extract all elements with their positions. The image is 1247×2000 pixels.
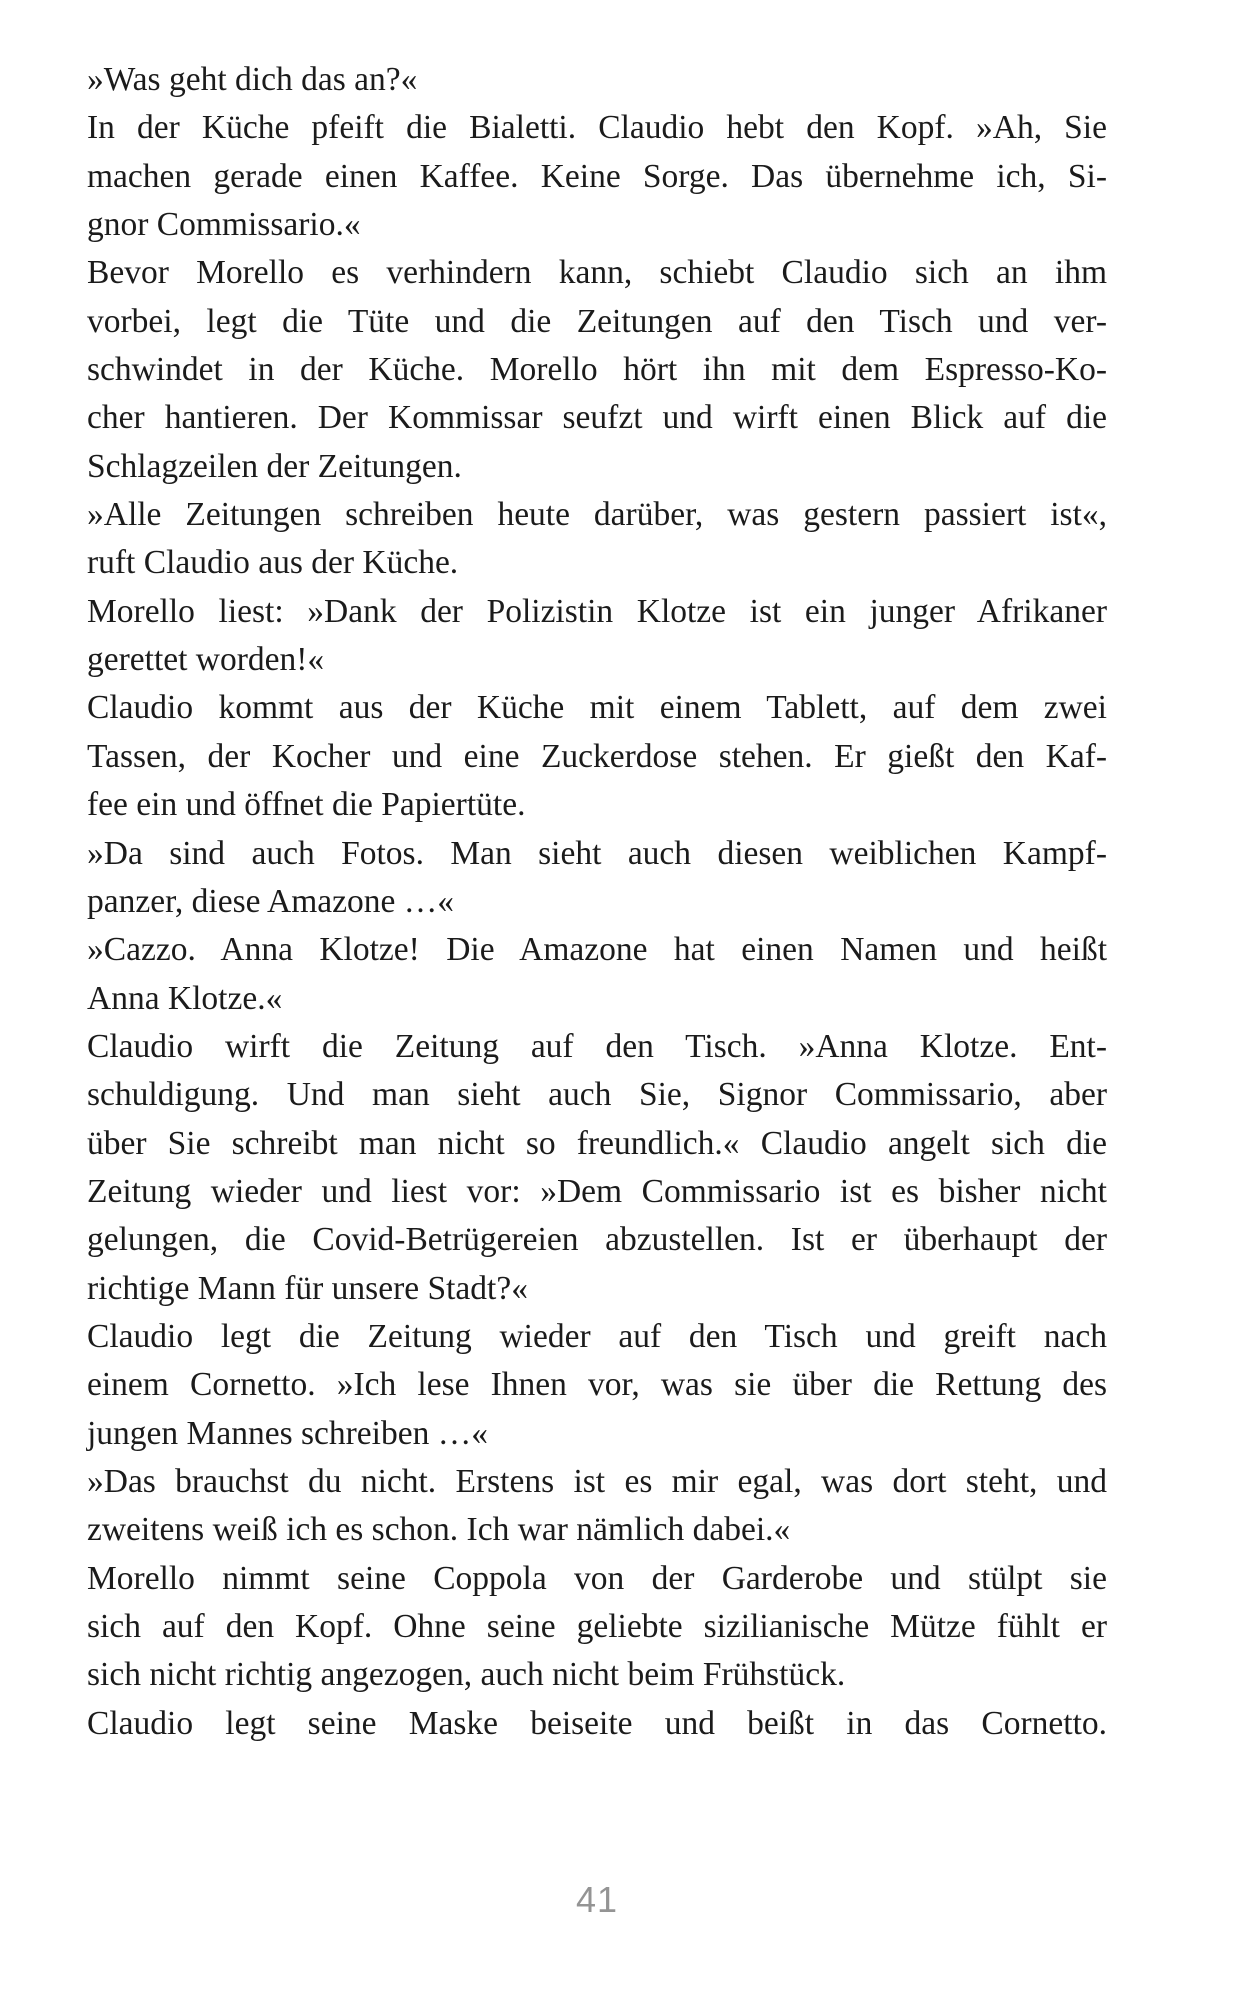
text-line: »Das brauchst du nicht. Erstens ist es mir egal, was dort steht, und <box>87 1462 1107 1500</box>
text-line: panzer, diese Amazone …« <box>87 882 455 920</box>
text-line: Bevor Morello es verhindern kann, schiebt Claudio sich an ihm <box>87 254 1107 292</box>
text-line: sich nicht richtig angezogen, auch nicht beim Frühstück. <box>87 1656 846 1694</box>
text-line: Tassen, der Kocher und eine Zuckerdose stehen. Er gießt den Kaf- <box>87 737 1107 775</box>
text-line: Claudio legt die Zeitung wieder auf den Tisch und greift nach <box>87 1317 1107 1355</box>
text-line: vorbei, legt die Tüte und die Zeitungen auf den Tisch und ver- <box>87 302 1107 340</box>
text-line: einem Cornetto. »Ich lese Ihnen vor, was sie über die Rettung des <box>87 1366 1107 1404</box>
body-text <box>87 56 1107 1748</box>
text-line: Anna Klotze.« <box>87 979 283 1017</box>
text-line: »Alle Zeitungen schreiben heute darüber, was gestern passiert ist«, <box>87 496 1107 534</box>
text-line: sich auf den Kopf. Ohne seine geliebte sizilianische Mütze fühlt er <box>87 1608 1107 1645</box>
text-line: gnor Commissario.« <box>87 206 361 244</box>
text-line: gerettet worden!« <box>87 641 325 679</box>
text-line: In der Küche pfeift die Bialetti. Claudio hebt den Kopf. »Ah, Sie <box>87 109 1107 147</box>
text-line: richtige Mann für unsere Stadt?« <box>87 1269 528 1307</box>
text-line: »Da sind auch Fotos. Man sieht auch diesen weiblichen Kampf- <box>87 834 1107 872</box>
text-line: schwindet in der Küche. Morello hört ihn mit dem Espresso-Ko- <box>87 351 1107 389</box>
text-line: Claudio legt seine Maske beiseite und beißt in das Cornetto. <box>87 1704 1107 1742</box>
text-line: machen gerade einen Kaffee. Keine Sorge. Das übernehme ich, Si- <box>87 157 1107 195</box>
text-line: jungen Mannes schreiben …« <box>87 1414 488 1452</box>
text-line: Zeitung wieder und liest vor: »Dem Commissario ist es bisher nicht <box>87 1172 1107 1210</box>
text-line: über Sie schreibt man nicht so freundlich.« Claudio angelt sich die <box>87 1124 1107 1162</box>
text-line: Morello liest: »Dank der Polizistin Klotze ist ein junger Afrikaner <box>87 592 1107 630</box>
text-line: zweitens weiß ich es schon. Ich war nämlich dabei.« <box>87 1511 791 1549</box>
text-line: cher hantieren. Der Kommissar seufzt und wirft einen Blick auf die <box>87 399 1107 437</box>
text-line: gelungen, die Covid-Betrügereien abzustellen. Ist er überhaupt der <box>87 1221 1107 1259</box>
text-line: »Was geht dich das an?« <box>87 61 418 98</box>
text-line: Morello nimmt seine Coppola von der Garderobe und stülpt sie <box>87 1559 1107 1597</box>
text-line: schuldigung. Und man sieht auch Sie, Signor Commissario, aber <box>87 1076 1107 1114</box>
text-line: »Cazzo. Anna Klotze! Die Amazone hat einen Namen und heißt <box>87 931 1107 969</box>
text-line: Claudio kommt aus der Küche mit einem Tablett, auf dem zwei <box>87 689 1107 727</box>
text-line: fee ein und öffnet die Papiertüte. <box>87 786 526 824</box>
text-line: Schlagzeilen der Zeitungen. <box>87 447 462 485</box>
page-number: 41 <box>575 1879 619 1920</box>
text-line: Claudio wirft die Zeitung auf den Tisch. »Anna Klotze. Ent- <box>87 1027 1107 1065</box>
text-line: ruft Claudio aus der Küche. <box>87 544 459 582</box>
